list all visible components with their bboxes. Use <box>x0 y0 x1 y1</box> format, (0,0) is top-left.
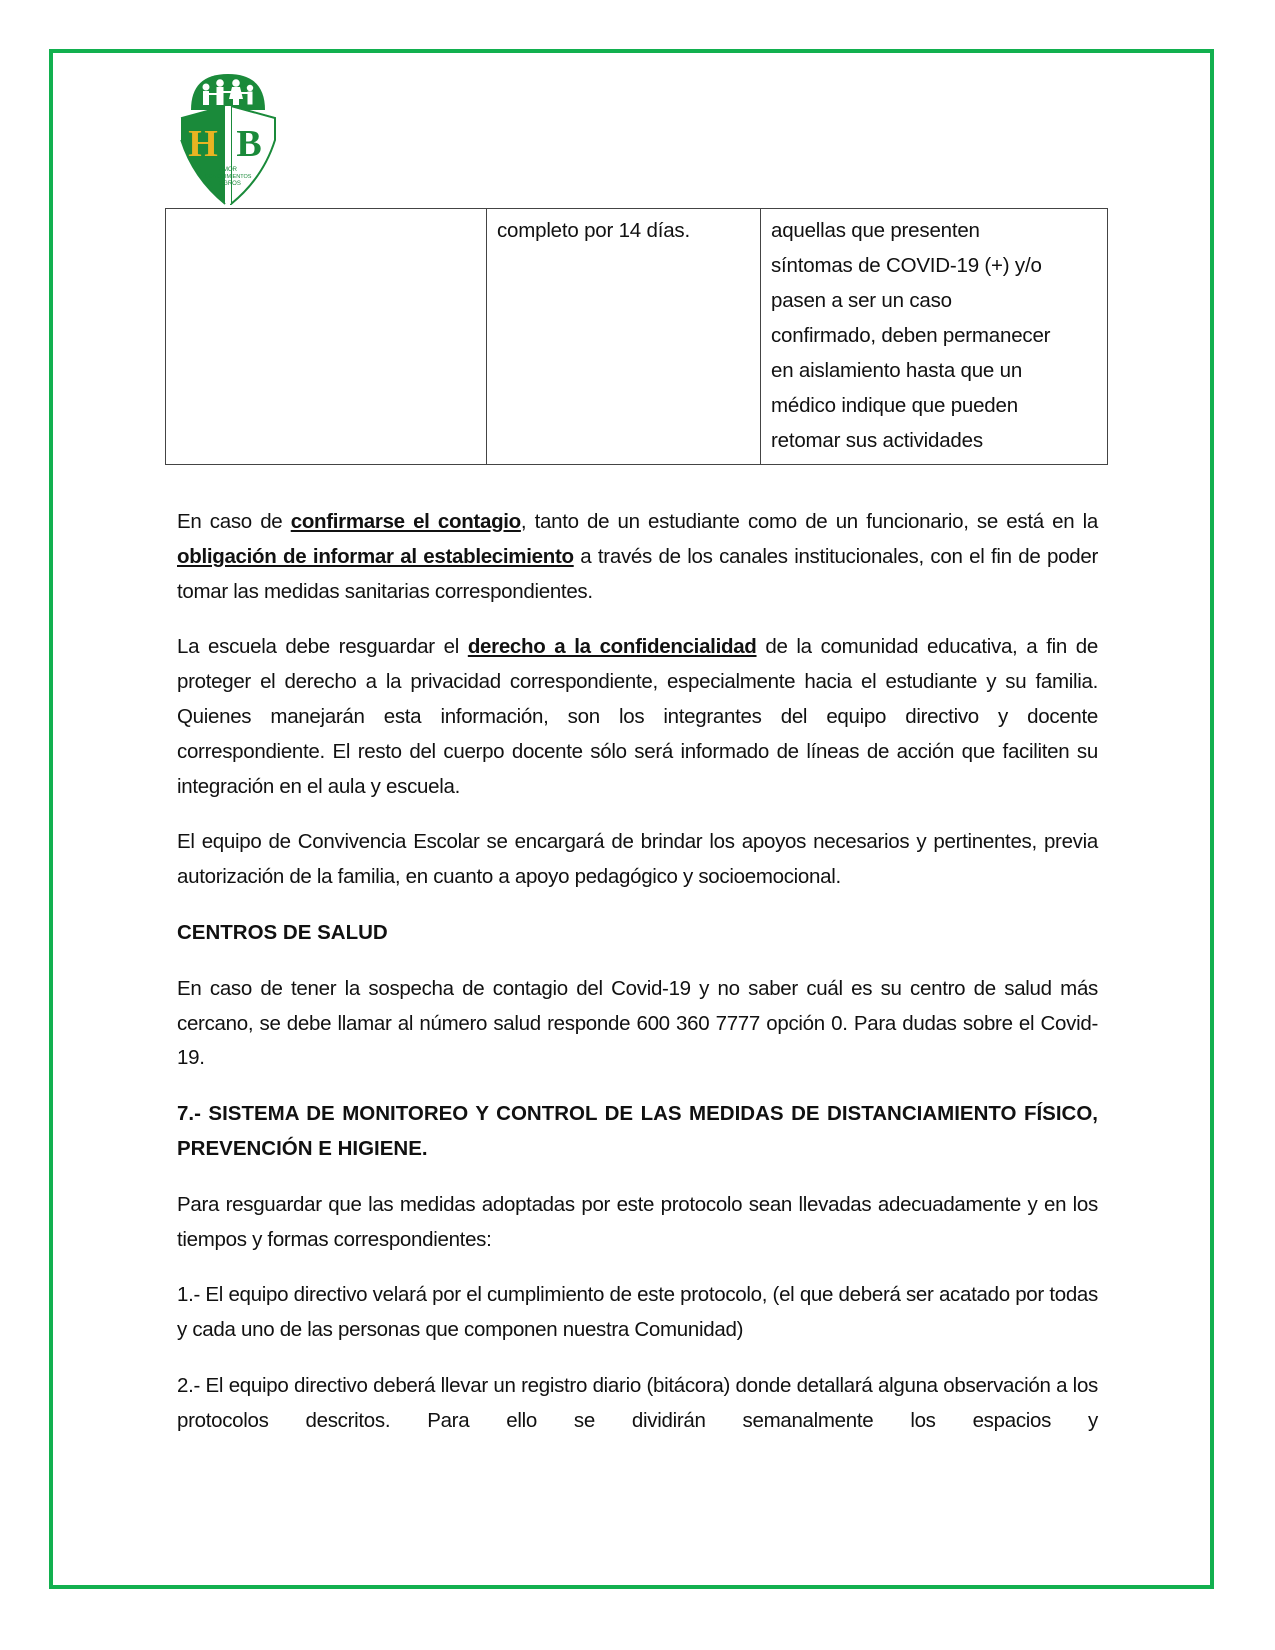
svg-text:AMOR: AMOR <box>219 167 237 173</box>
svg-text:CONOCIMIENTOS: CONOCIMIENTOS <box>204 174 252 180</box>
text: de la comunidad educativa, a fin de proteger el derecho a la privacidad correspondiente, especialmente hacia el estudiante y su familia. Quienes manejarán esta información, son los integrantes del equipo directivo y docente correspondiente. El resto del cuerpo docente sólo será informado de líneas de acción que faciliten su integración en el aula y escuela. <box>177 635 1099 798</box>
heading-section-7: 7.- SISTEMA DE MONITOREO Y CONTROL DE LAS MEDIDAS DE DISTANCIAMIENTO FÍSICO, PREVENCIÓN E HIGIENE. <box>177 1102 1098 1160</box>
cell-line: confirmado, deben permanecer <box>771 324 1051 347</box>
school-logo <box>173 70 283 205</box>
emphasis-obligacion-informar: obligación de informar al establecimiento <box>177 544 574 568</box>
cell-line: pasen a ser un caso <box>771 289 952 312</box>
text: , tanto de un estudiante como de un funcionario, se está en la <box>520 510 1098 533</box>
paragraph-convivencia-escolar: El equipo de Convivencia Escolar se encargará de brindar los apoyos necesarios y pertinentes, previa autorización de la familia, en cuanto a apoyo pedagógico y socioemocional. <box>177 830 1098 889</box>
document-body <box>177 505 1098 1460</box>
hb-crest-icon <box>173 70 283 205</box>
svg-text:B: B <box>236 123 262 165</box>
paragraph-contagion-confirmation <box>177 505 1098 609</box>
cell-line: aquellas que presenten <box>771 219 980 242</box>
table-cell-instructions <box>761 209 1108 465</box>
cell-line: en aislamiento hasta que un <box>771 359 1023 382</box>
svg-text:LOGROS: LOGROS <box>215 181 241 187</box>
list-item-2: 2.- El equipo directivo deberá llevar un registro diario (bitácora) donde detallará alguna observación a los protocolos descritos. Para ello se dividirán semanalmente los espacios y <box>177 1373 1098 1432</box>
cell-line: retomar sus actividades <box>771 429 983 452</box>
table-cell-duration: completo por 14 días. <box>487 209 761 465</box>
paragraph-salud-responde: En caso de tener la sospecha de contagio del Covid-19 y no saber cuál es su centro de salud más cercano, se debe llamar al número salud responde 600 360 7777 opción 0. Para dudas sobre el Covid-19. <box>177 976 1098 1070</box>
text: En caso de <box>177 510 291 533</box>
table-cell-empty <box>166 209 487 465</box>
cell-line: médico indique que pueden <box>771 394 1018 417</box>
paragraph-monitoring-intro: Para resguardar que las medidas adoptadas por este protocolo sean llevadas adecuadamente y en los tiempos y formas correspondientes: <box>177 1192 1098 1251</box>
cell-line: síntomas de COVID-19 (+) y/o <box>771 254 1042 277</box>
table-row <box>166 209 1108 465</box>
heading-centros-de-salud: CENTROS DE SALUD <box>177 920 388 944</box>
emphasis-confirmarse-contagio: confirmarse el contagio <box>290 510 521 533</box>
isolation-measures-table <box>165 208 1108 465</box>
emphasis-derecho-confidencialidad: derecho a la confidencialidad <box>467 635 757 659</box>
text: a través de los canales institucionales, con el fin de poder tomar las medidas sanitarias correspondientes. <box>177 544 1098 603</box>
svg-text:H: H <box>188 123 218 165</box>
paragraph-confidentiality <box>177 630 1098 804</box>
list-item-1: 1.- El equipo directivo velará por el cumplimiento de este protocolo, (el que deberá ser acatado por todas y cada uno de las personas que componen nuestra Comunidad) <box>177 1283 1098 1342</box>
text: La escuela debe resguardar el <box>177 635 468 659</box>
